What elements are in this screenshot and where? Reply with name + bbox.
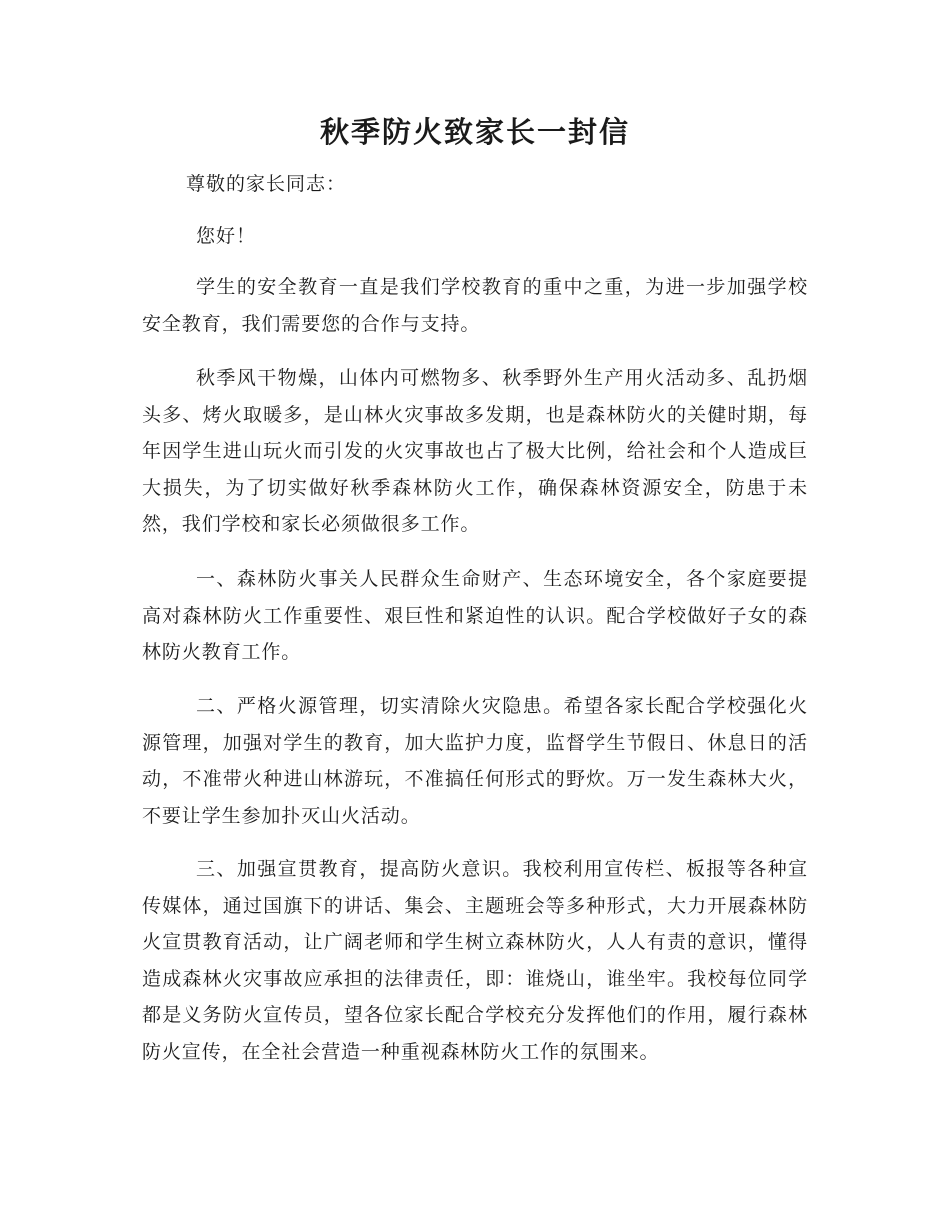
document-title: 秋季防火致家长一封信 bbox=[319, 115, 630, 149]
paragraph-intro: 学生的安全教育一直是我们学校教育的重中之重，为进一步加强学校安全教育，我们需要您的合作与支持。 bbox=[142, 276, 808, 335]
greeting: 您好！ bbox=[196, 225, 257, 247]
paragraph-point-two: 二、严格火源管理，切实清除火灾隐患。希望各家长配合学校强化火源管理，加强对学生的教育，加大监护力度，监督学生节假日、休息日的活动，不准带火种进山林游玩，不准搞任何形式的野炊。万一发生森林大火，不要让学生参加扑灭山火活动。 bbox=[142, 695, 808, 827]
paragraph-background: 秋季风干物燥，山体内可燃物多、秋季野外生产用火活动多、乱扔烟头多、烤火取暖多，是山林火灾事故多发期，也是森林防火的关健时期，每年因学生进山玩火而引发的火灾事故也占了极大比例，给社会和个人造成巨大损失，为了切实做好秋季森林防火工作，确保森林资源安全，防患于未然，我们学校和家长必须做很多工作。 bbox=[142, 367, 808, 535]
salutation: 尊敬的家长同志： bbox=[186, 173, 347, 195]
paragraph-point-three: 三、加强宣贯教育，提高防火意识。我校利用宣传栏、板报等各种宣传媒体，通过国旗下的讲话、集会、主题班会等多种形式，大力开展森林防火宣贯教育活动，让广阔老师和学生树立森林防火，人人有责的意识，懂得造成森林火灾事故应承担的法律责任，即：谁烧山，谁坐牢。我校每位同学都是义务防火宣传员，望各位家长配合学校充分发挥他们的作用，履行森林防火宣传，在全社会营造一种重视森林防火工作的氛围来。 bbox=[142, 858, 808, 1063]
paragraph-point-one: 一、森林防火事关人民群众生命财产、生态环境安全，各个家庭要提高对森林防火工作重要性、艰巨性和紧迫性的认识。配合学校做好子女的森林防火教育工作。 bbox=[142, 568, 808, 663]
